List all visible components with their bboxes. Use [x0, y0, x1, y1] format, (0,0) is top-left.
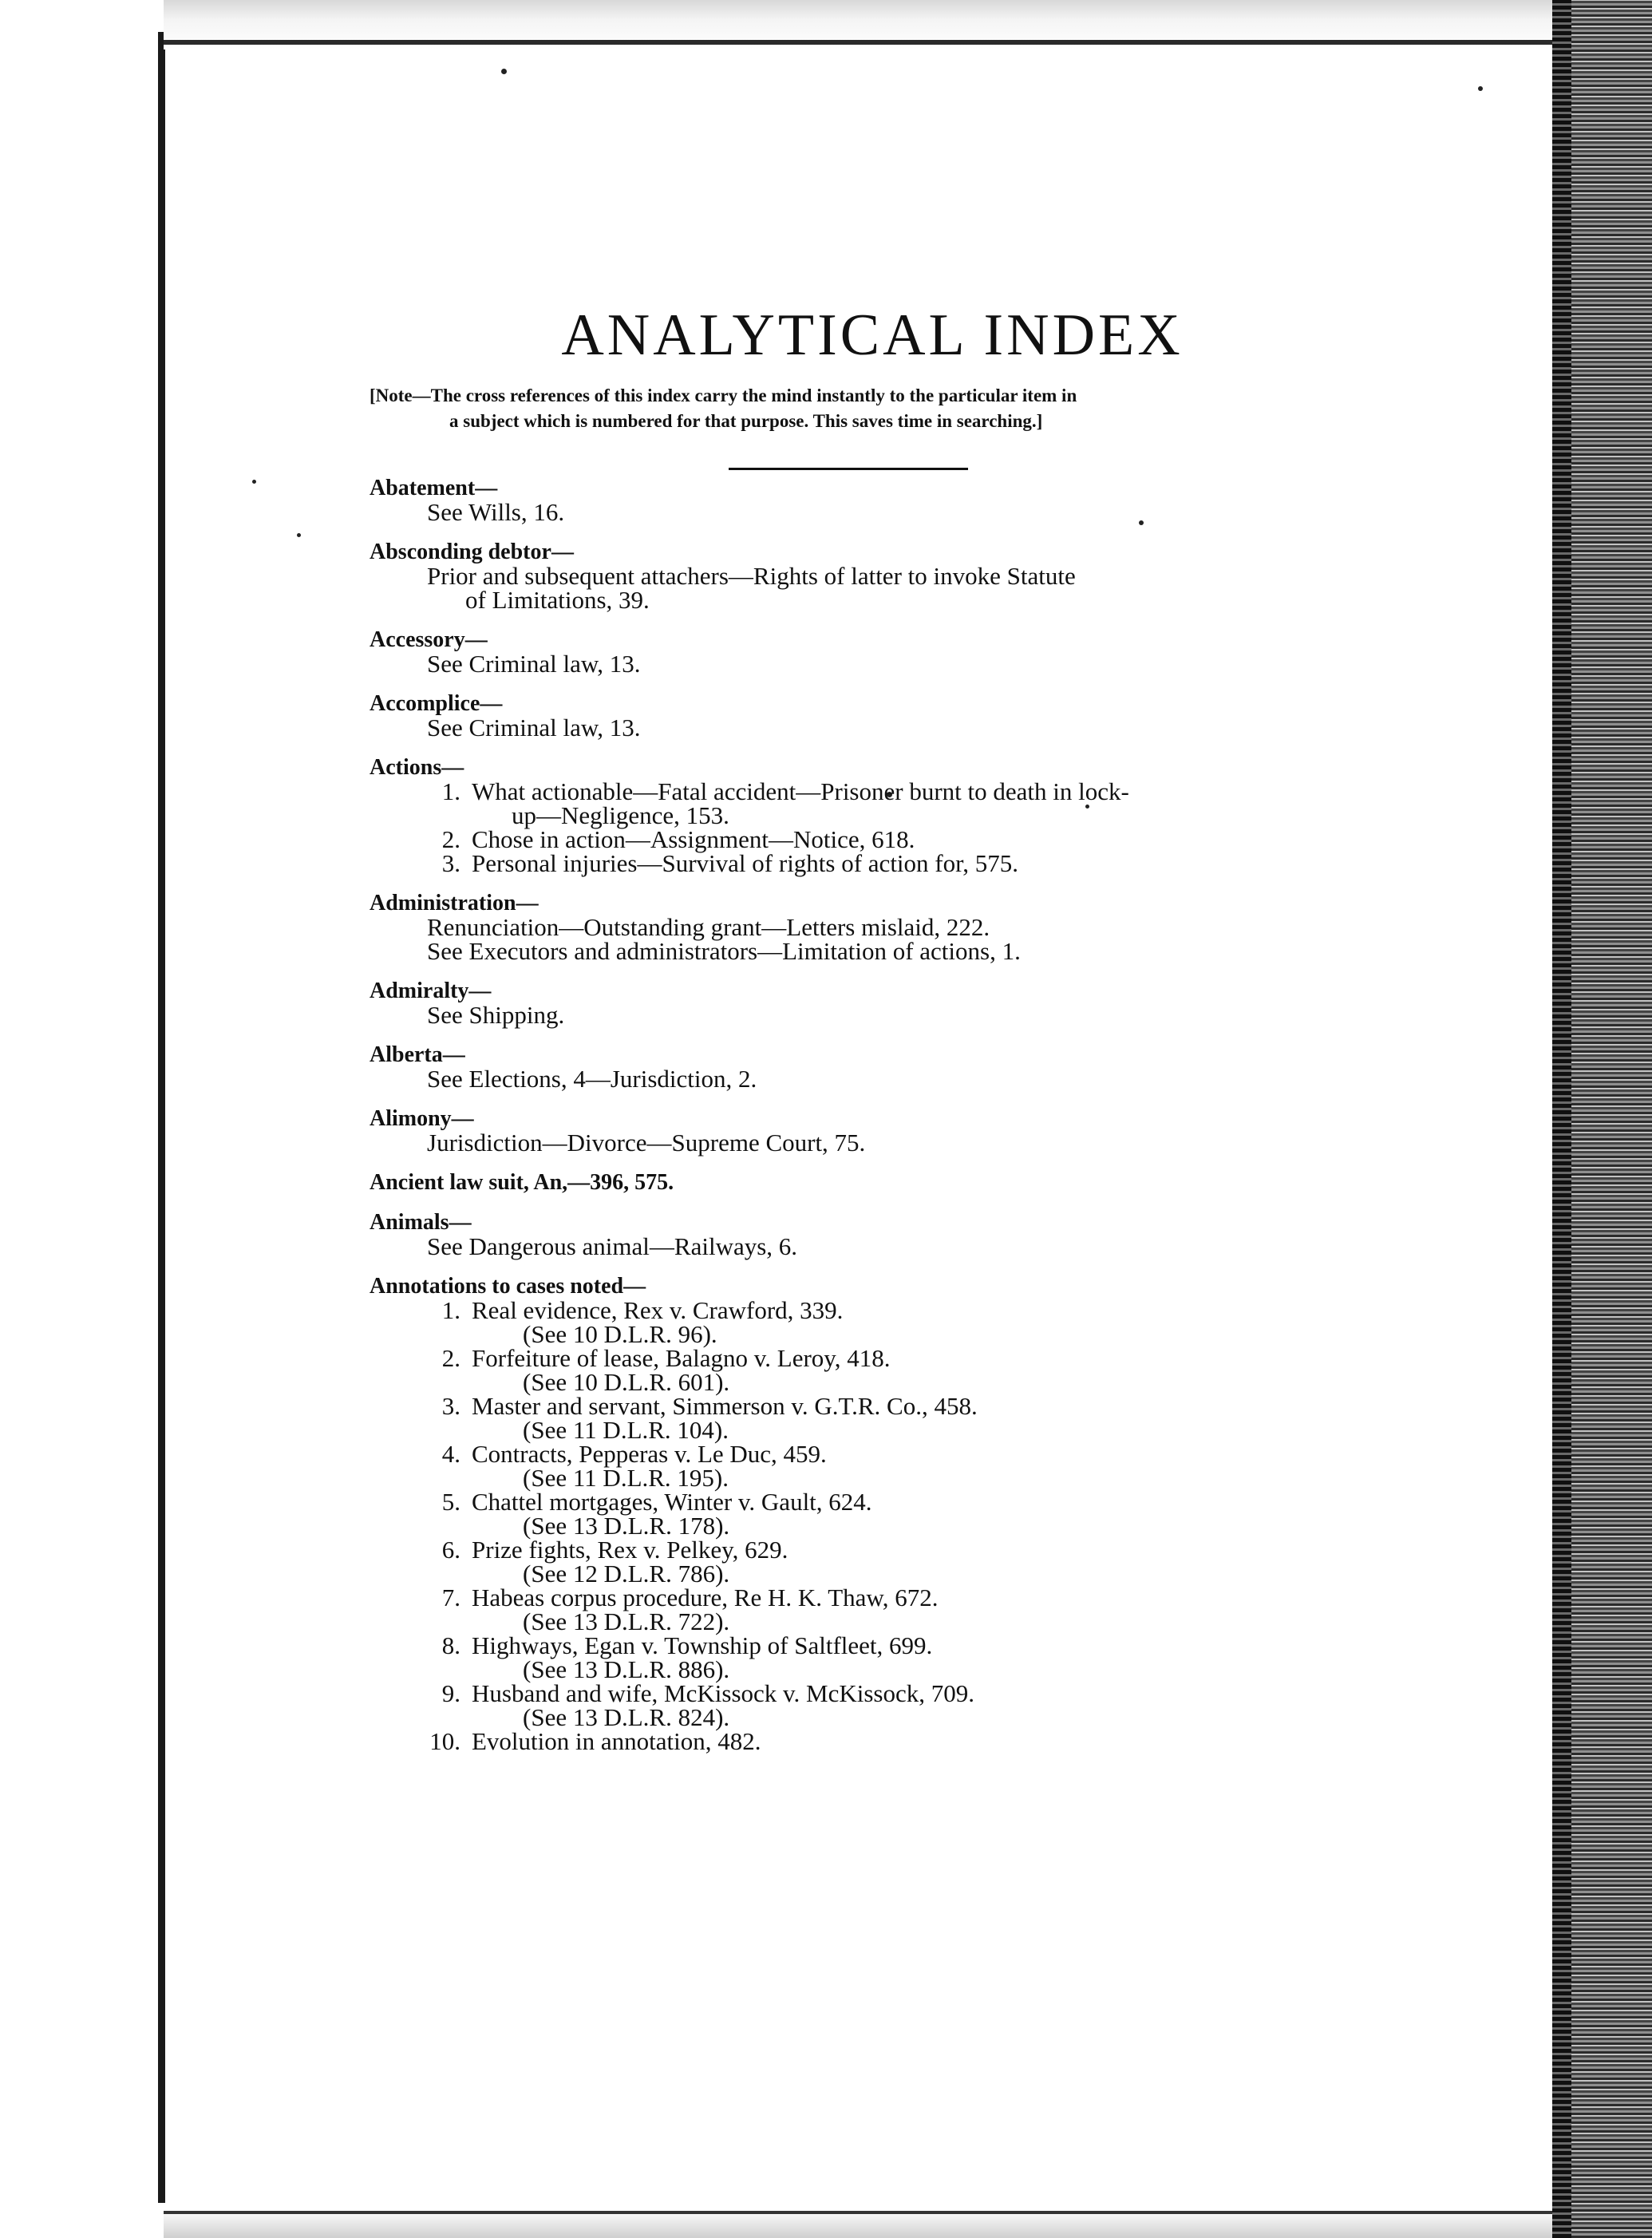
numbered-item [370, 849, 1327, 877]
scan-right-margin [1552, 0, 1652, 2238]
entry-line: See Criminal law, 13. [427, 714, 641, 741]
item-reference: (See 10 D.L.R. 601). [523, 1368, 730, 1396]
entry-heading: Administration— [370, 891, 539, 915]
index-entry-accessory [370, 628, 1327, 676]
item-number: 8. [441, 1631, 460, 1659]
entry-line: See Executors and administrators—Limitation of actions, 1. [427, 937, 1021, 965]
numbered-item [370, 1586, 1327, 1634]
item-text: Highways, Egan v. Township of Saltfleet, 699. [472, 1631, 933, 1659]
entry-heading: Accomplice— [370, 691, 503, 716]
item-text: Habeas corpus procedure, Re H. K. Thaw, 672. [472, 1584, 939, 1611]
entry-heading: Admiralty— [370, 979, 492, 1003]
entry-heading: Animals— [370, 1210, 472, 1235]
item-number: 1. [441, 1296, 460, 1324]
numbered-item [370, 1727, 1327, 1755]
item-reference: (See 13 D.L.R. 824). [523, 1703, 730, 1731]
item-reference: (See 13 D.L.R. 886). [523, 1655, 730, 1683]
item-number: 2. [441, 1344, 460, 1372]
item-reference: (See 11 D.L.R. 104). [523, 1416, 729, 1444]
entry-line: See Wills, 16. [427, 498, 565, 526]
item-reference: (See 12 D.L.R. 786). [523, 1560, 730, 1588]
item-text: Forfeiture of lease, Balagno v. Leroy, 418. [472, 1344, 891, 1372]
speck [252, 480, 256, 484]
entry-heading: Ancient law suit, An,—396, 575. [370, 1170, 674, 1195]
speck [1478, 86, 1483, 91]
item-reference: (See 13 D.L.R. 722). [523, 1607, 730, 1635]
entry-line: Prior and subsequent attachers—Rights of latter to invoke Statute [427, 562, 1076, 590]
entry-heading: Actions— [370, 755, 464, 780]
entry-heading: Absconding debtor— [370, 540, 574, 564]
numbered-item [370, 1346, 1327, 1394]
item-reference: (See 13 D.L.R. 178). [523, 1512, 730, 1540]
index-entry-actions [370, 756, 1327, 876]
divider-rule [729, 468, 968, 470]
item-continuation: up—Negligence, 153. [512, 801, 729, 829]
entry-line: Jurisdiction—Divorce—Supreme Court, 75. [427, 1129, 866, 1157]
item-number: 1. [441, 777, 460, 805]
item-number: 3. [441, 849, 460, 877]
item-text: Chose in action—Assignment—Notice, 618. [472, 825, 915, 853]
item-text: Contracts, Pepperas v. Le Duc, 459. [472, 1440, 827, 1468]
entry-line: See Criminal law, 13. [427, 650, 641, 678]
index-entry-ancient-law-suit [370, 1171, 1327, 1195]
item-number: 7. [441, 1584, 460, 1611]
index-entry-animals [370, 1211, 1327, 1259]
speck [297, 533, 301, 537]
item-text: Chattel mortgages, Winter v. Gault, 624. [472, 1488, 872, 1516]
numbered-item [370, 1679, 1327, 1731]
item-text: Master and servant, Simmerson v. G.T.R. Co., 458. [472, 1392, 978, 1420]
index-entry-alimony [370, 1107, 1327, 1155]
numbered-item [370, 1394, 1327, 1442]
entry-line: Renunciation—Outstanding grant—Letters mislaid, 222. [427, 913, 990, 941]
entry-heading: Annotations to cases noted— [370, 1274, 646, 1299]
speck [501, 69, 507, 74]
entry-heading: Accessory— [370, 627, 488, 652]
item-number: 5. [441, 1488, 460, 1516]
entry-line: See Shipping. [427, 1001, 565, 1029]
index-page [370, 303, 1327, 1754]
item-text: Personal injuries—Survival of rights of action for, 575. [472, 849, 1018, 877]
entry-heading: Abatement— [370, 476, 498, 500]
numbered-item [370, 825, 1327, 853]
numbered-item [370, 777, 1327, 829]
page-title: ANALYTICAL INDEX [561, 302, 1184, 368]
item-text: What actionable—Fatal accident—Prisoner burnt to death in lock- [472, 777, 1129, 805]
item-number: 6. [441, 1536, 460, 1564]
index-entry-accomplice [370, 692, 1327, 740]
entry-heading: Alimony— [370, 1106, 474, 1131]
item-number: 3. [441, 1392, 460, 1420]
entry-line: of Limitations, 39. [465, 586, 650, 614]
index-entry-absconding-debtor [370, 540, 1327, 612]
index-entry-abatement [370, 476, 1327, 524]
index-note [370, 383, 1327, 434]
numbered-item [370, 1631, 1327, 1683]
entry-line: See Dangerous animal—Railways, 6. [427, 1232, 798, 1260]
entry-line: See Elections, 4—Jurisdiction, 2. [427, 1065, 757, 1093]
index-entry-alberta [370, 1043, 1327, 1091]
item-number: 10. [429, 1727, 460, 1755]
index-entry-admiralty [370, 979, 1327, 1027]
item-number: 9. [441, 1679, 460, 1707]
item-reference: (See 11 D.L.R. 195). [523, 1464, 729, 1492]
item-number: 2. [441, 825, 460, 853]
note-line-1: [Note—The cross references of this index carry the mind instantly to the particular item in [370, 386, 1077, 405]
item-text: Evolution in annotation, 482. [472, 1727, 761, 1755]
index-entry-annotations [370, 1275, 1327, 1754]
item-text: Husband and wife, McKissock v. McKissock, 709. [472, 1679, 974, 1707]
scan-top-margin [164, 0, 1552, 49]
note-line-2: a subject which is numbered for that purpose. This saves time in searching.] [449, 411, 1043, 431]
scan-bottom-margin [164, 2209, 1552, 2238]
entry-heading: Alberta— [370, 1042, 465, 1067]
scan-left-margin [0, 0, 164, 2238]
item-reference: (See 10 D.L.R. 96). [523, 1320, 717, 1348]
item-number: 4. [441, 1440, 460, 1468]
index-entry-administration [370, 892, 1327, 963]
numbered-item [370, 1490, 1327, 1538]
item-text: Real evidence, Rex v. Crawford, 339. [472, 1296, 844, 1324]
numbered-item [370, 1442, 1327, 1490]
item-text: Prize fights, Rex v. Pelkey, 629. [472, 1536, 788, 1564]
numbered-item [370, 1296, 1327, 1348]
numbered-item [370, 1538, 1327, 1586]
